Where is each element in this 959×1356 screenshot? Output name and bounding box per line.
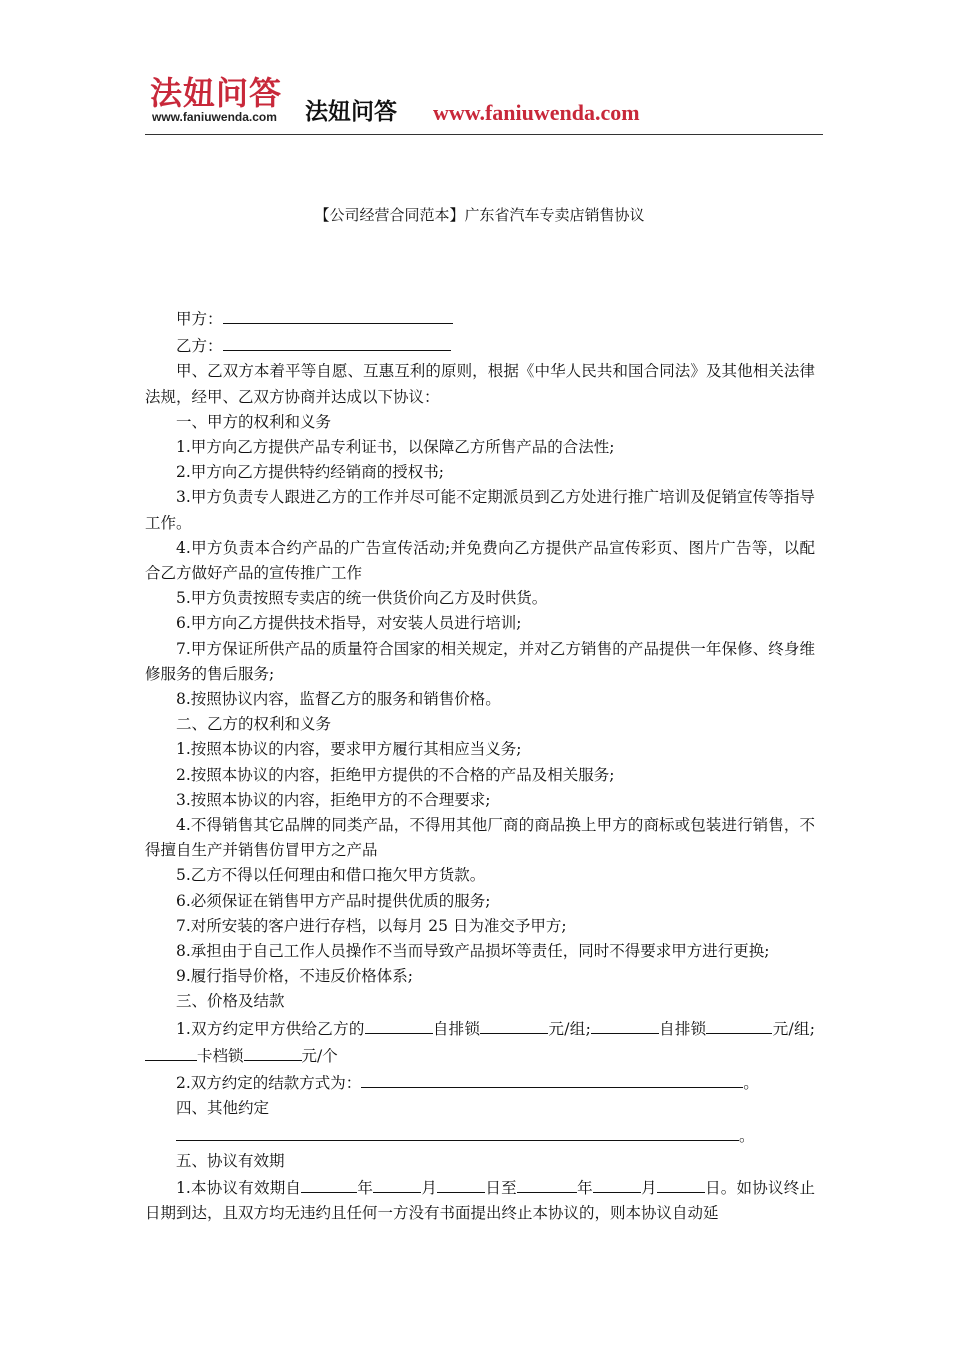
price-unit-3: 元/个 — [301, 1046, 338, 1065]
section-2-item: 4.不得销售其它品牌的同类产品，不得用其他厂商的商品换上甲方的商标或包装进行销售，不得擅自生产并销售仿冒甲方之产品 — [145, 816, 815, 860]
section-1-item: 6.甲方向乙方提供技术指导，对安装人员进行培训; — [176, 614, 522, 633]
other-terms-suffix: 。 — [739, 1126, 755, 1145]
price-clause — [145, 1015, 815, 1069]
validity-prefix: 1.本协议有效期自 — [176, 1178, 302, 1197]
price-type-3: 卡档锁 — [197, 1046, 244, 1065]
payment-clause — [145, 1069, 815, 1096]
month-label: 月 — [421, 1178, 438, 1197]
payment-suffix: 。 — [743, 1074, 759, 1093]
year-label: 年 — [576, 1178, 593, 1197]
party-b-label: 乙方： — [176, 337, 223, 356]
date-blank — [373, 1174, 421, 1193]
section-2-item: 5.乙方不得以任何理由和借口拖欠甲方货款。 — [176, 866, 486, 885]
section-1-item: 5.甲方负责按照专卖店的统一供货价向乙方及时供货。 — [176, 589, 548, 608]
price-blank — [365, 1015, 433, 1034]
other-terms-blank — [176, 1122, 739, 1141]
section-1-heading: 一、甲方的权利和义务 — [176, 412, 332, 431]
price-blank — [706, 1015, 772, 1034]
site-logo[interactable] — [150, 76, 300, 126]
validity-rest: 如协议终止日期到达，且双方均无违约且任何一方没有书面提出终止本协议的，则本协议自动延 — [145, 1178, 815, 1223]
section-2-item: 6.必须保证在销售甲方产品时提供优质的服务; — [176, 891, 491, 910]
section-1-item: 3.甲方负责专人跟进乙方的工作并尽可能不定期派员到乙方处进行推广培训及促销宣传等指导工作。 — [145, 488, 815, 532]
price-type-1: 自排锁 — [432, 1019, 481, 1038]
payment-prefix: 2.双方约定的结款方式为： — [176, 1074, 362, 1093]
date-blank — [517, 1174, 577, 1193]
section-3-heading: 三、价格及结款 — [176, 992, 285, 1011]
section-1-item: 1.甲方向乙方提供产品专利证书，以保障乙方所售产品的合法性; — [176, 438, 615, 457]
section-2-heading: 二、乙方的权利和义务 — [176, 715, 332, 734]
section-1-item: 8.按照协议内容，监督乙方的服务和销售价格。 — [176, 690, 501, 709]
date-blank — [593, 1174, 641, 1193]
section-2-item: 1.按照本协议的内容，要求甲方履行其相应当义务; — [176, 740, 522, 759]
price-blank — [591, 1015, 659, 1034]
day-label: 日至 — [485, 1178, 517, 1197]
day-label: 日。 — [704, 1178, 737, 1197]
section-1-item: 7.甲方保证所供产品的质量符合国家的相关规定，并对乙方销售的产品提供一年保修、终身维修服务的售后服务; — [145, 639, 815, 683]
party-b-line — [145, 332, 815, 359]
section-2-item: 8.承担由于自己工作人员操作不当而导致产品损坏等责任，同时不得要求甲方进行更换; — [176, 942, 770, 961]
price-type-2: 自排锁 — [658, 1019, 707, 1038]
site-name: 法妞问答 — [305, 99, 397, 125]
validity-clause — [145, 1174, 815, 1226]
month-label: 月 — [640, 1178, 657, 1197]
party-b-blank — [223, 332, 451, 351]
price-blank — [244, 1042, 302, 1061]
date-blank — [301, 1174, 357, 1193]
site-url-link[interactable]: www.faniuwenda.com — [433, 100, 640, 125]
price-unit-1: 元/组; — [548, 1019, 591, 1038]
section-1-item: 4.甲方负责本合约产品的广告宣传活动;并免费向乙方提供产品宣传彩页、图片广告等，以配合乙方做好产品的宣传推广工作 — [145, 538, 815, 583]
price-prefix: 1.双方约定甲方供给乙方的 — [176, 1019, 365, 1038]
document-title: 【公司经营合同范本】广东省汽车专卖店销售协议 — [314, 206, 645, 224]
section-2-item: 3.按照本协议的内容，拒绝甲方的不合理要求; — [176, 790, 491, 809]
date-blank — [657, 1174, 705, 1193]
section-5-heading: 五、协议有效期 — [176, 1151, 285, 1170]
price-unit-2: 元/组; — [772, 1019, 815, 1038]
document-body — [145, 305, 815, 1226]
party-a-label: 甲方： — [176, 310, 223, 328]
section-2-item: 9.履行指导价格，不违反价格体系; — [176, 967, 414, 986]
price-blank — [145, 1042, 197, 1061]
section-4-heading: 四、其他约定 — [176, 1099, 270, 1118]
logo-url: www.faniuwenda.com — [152, 110, 277, 124]
logo-text: 法妞问答 — [150, 74, 283, 112]
party-a-blank — [223, 305, 453, 324]
section-2-item: 2.按照本协议的内容，拒绝甲方提供的不合格的产品及相关服务; — [176, 765, 615, 784]
section-1-item: 2.甲方向乙方提供特约经销商的授权书; — [176, 463, 445, 482]
section-2-item: 7.对所安装的客户进行存档，以每月 25 日为准交予甲方; — [176, 916, 567, 935]
other-terms-line — [145, 1122, 815, 1149]
year-label: 年 — [357, 1178, 374, 1197]
page-header — [145, 70, 823, 135]
date-blank — [437, 1174, 485, 1193]
payment-blank — [361, 1069, 743, 1088]
price-blank — [480, 1015, 548, 1034]
party-a-line — [145, 305, 815, 332]
intro-paragraph: 甲、乙双方本着平等自愿、互惠互利的原则，根据《中华人民共和国合同法》及其他相关法律法规，经甲、乙双方协商并达成以下协议： — [145, 362, 815, 406]
